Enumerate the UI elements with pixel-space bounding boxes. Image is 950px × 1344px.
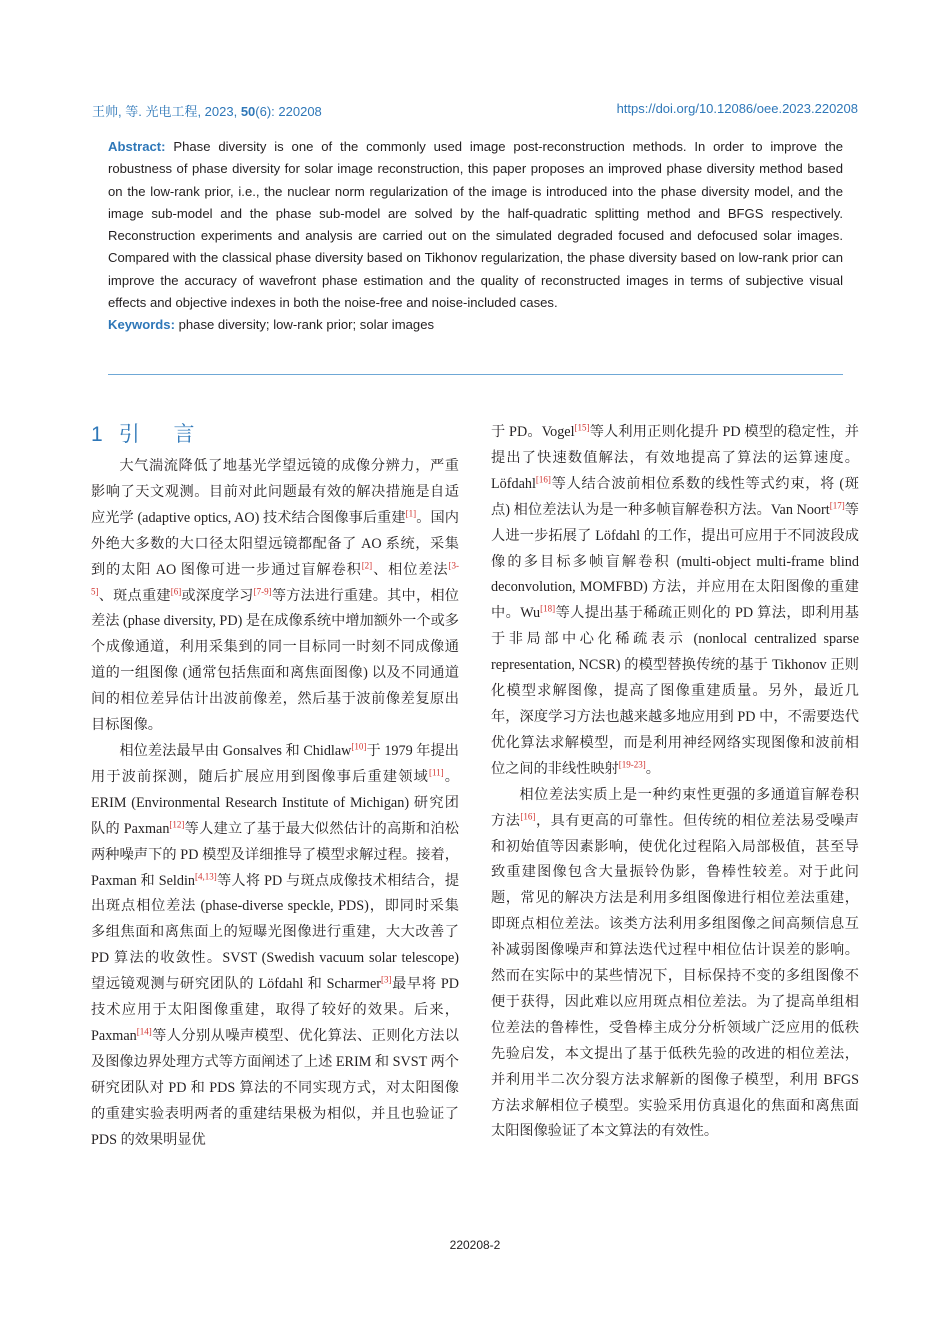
citation-ref[interactable]: [16] [535,474,551,485]
citation-ref[interactable]: [4,13] [195,870,217,881]
citation-ref[interactable]: [10] [351,741,367,752]
citation-ref[interactable]: [3] [380,974,392,985]
citation-ref[interactable]: [17] [829,499,845,510]
intro-paragraph-2-continued: 于 PD。Vogel[15]等人利用正则化提升 PD 模型的稳定性，并提出了快速数值解法，有效地提高了算法的运算速度。Löfdahl[16]等人结合波前相位系数的线性等式约束，将 (斑点) 相位差法认为是一种多帧盲解卷积方法。Van Noort[17]等人进一步拓展了 Löfdahl 的工作，提出可应用于不同波段成像的多目标多帧盲解卷积 (multi-object multi-frame blind deconvolution, MOMFBD) 方法，并应用在太阳图像的重建中。Wu[18]等人提出基于稀疏正则化的 PD 算法，即利用基于非局部中心化稀疏表示 (nonlocal centralized sparse representation, NCSR) 的模型替换传统的基于 Tikhonov 正则化模型求解图像，提高了图像重建质量。另外，最近几年，深度学习方法也越来越多地应用到 PD 中，不需要迭代优化算法求解模型，而是利用神经网络实现图像和波前相位之间的非线性映射[19-23]。 [491,422,859,777]
citation-ref[interactable]: [1] [405,508,417,519]
abstract-block [108,136,843,337]
intro-paragraph-3: 相位差法实质上是一种约束性更强的多通道盲解卷积方法[16]，具有更高的可靠性。但传统的相位差法易受噪声和初始值等因素影响，使优化过程陷入局部极值，甚至导致重建图像包含大量振铃伪影，鲁棒性较差。对于此问题，常见的解决方法是利用多组图像进行相位差法重建，即斑点相位差法。该类方法利用多组图像之间高频信息互补减弱图像噪声和算法迭代过程中相位估计误差的影响。然而在实际中的某些情况下，目标保持不变的多组图像不便于获得，因此难以应用斑点相位差法。为了提高单组相位差法的鲁棒性，受鲁棒主成分分析领域广泛应用的低秩先验启发，本文提出了基于低秩先验的改进的相位差法，并利用半二次分裂方法求解新的图像子模型，利用 BFGS 方法求解相位子模型。实验采用仿真退化的焦面和离焦面太阳图像验证了本文算法的有效性。 [491,786,859,1140]
volume-number: 50 [240,104,256,119]
keywords-label: Keywords: [108,317,175,333]
citation-ref[interactable]: [18] [540,603,556,614]
intro-paragraph-1: 大气湍流降低了地基光学望远镜的成像分辨力，严重影响了天文观测。目前对此问题最有效的解决措施是自适应光学 (adaptive optics, AO) 技术结合图像事后重建[1]。国内外绝大多数的大口径太阳望远镜都配备了 AO 系统，采集到的太阳 AO 图像可进一步通过盲解卷积[2]、相位差法[3-5]、斑点重建[6]或深度学习[7-9]等方法进行重建。其中，相位差法 (phase diversity, PD) 是在成像系统中增加额外一个或多个成像通道，利用采集到的同一目标同一时刻不同成像通道的一组图像 (通常包括焦面和离焦面图像) 以及不同通道间的相位差异估计出波前像差，然后基于波前像差复原出目标图像。 [91,458,459,734]
right-column [491,420,859,1145]
keywords-text: phase diversity; low-rank prior; solar images [178,317,435,333]
abstract-divider [108,374,843,375]
citation-line: 王帅, 等. 光电工程, 2023, 50(6): 220208 [92,104,322,119]
doi-link[interactable]: https://doi.org/10.12086/oee.2023.220208 [616,101,858,116]
citation-ref[interactable]: [19-23] [618,759,646,770]
citation-ref[interactable]: [12] [169,818,185,829]
citation-ref[interactable]: [11] [428,767,444,778]
section-heading [91,420,459,450]
citation-ref[interactable]: [3-5] [91,559,459,596]
keywords-line [108,314,843,336]
left-column [91,420,459,1153]
citation-ref[interactable]: [2] [361,559,373,570]
abstract-text: Phase diversity is one of the commonly used image post-reconstruction methods. In order to improve the robustness of phase diversity for solar image reconstruction, this paper proposes an improved phase diversity method based on the low-rank prior, i.e., the nuclear norm regularization of the image is introduced into the phase diversity model, and the image sub-model and the phase sub-model are solved by the half-quadratic splitting method and BFGS respectively. Reconstruction experiments and analysis are carried out on the simulated degraded focused and defocused solar images. Compared with the classical phase diversity based on Tikhonov regularization, the phase diversity based on low-rank prior can improve the accuracy of wavefront phase estimation and the quality of reconstructed images in terms of subjective visual effects and objective indexes in both the noise-free and noise-included cases. [108,139,844,311]
citation-ref[interactable]: [7-9] [253,585,272,596]
citation-ref[interactable]: [15] [574,422,590,433]
citation-ref[interactable]: [14] [136,1026,152,1037]
page-number: 220208-2 [449,1238,501,1252]
abstract-label: Abstract: [108,139,166,154]
abstract-paragraph [108,136,843,314]
running-header [92,101,858,121]
citation-ref[interactable]: [6] [170,585,182,596]
section-title: 引 言 [118,423,209,446]
citation-ref[interactable]: [16] [520,810,536,821]
section-number: 1 [91,423,105,446]
intro-paragraph-2: 相位差法最早由 Gonsalves 和 Chidlaw[10]于 1979 年提出用于波前探测，随后扩展应用到图像事后重建领域[11]。ERIM (Environmental Research Institute of Michigan) 研究团队的 Paxman[12]等人建立了基于最大似然估计的高斯和泊松两种噪声下的 PD 模型及详细推导了模型求解过程。接着，Paxman 和 Seldin[4,13]等人将 PD 与斑点成像技术相结合，提出斑点相位差法 (phase-diverse speckle, PDS)，即同时采集多组焦面和离焦面上的短曝光图像进行重建，大大改善了 PD 算法的收敛性。SVST (Swedish vacuum solar telescope) 望远镜观测与研究团队的 Löfdahl 和 Scharmer[3]最早将 PD 技术应用于太阳图像重建，取得了较好的效果。后来，Paxman[14]等人分别从噪声模型、优化算法、正则化方法以及图像边界处理方式等方面阐述了上述 ERIM 和 SVST 两个研究团队对 PD 和 PDS 算法的不同实现方式，对太阳图像的重建实验表明两者的重建结果极为相似，并且也验证了 PDS 的效果明显优 [91,741,460,1148]
